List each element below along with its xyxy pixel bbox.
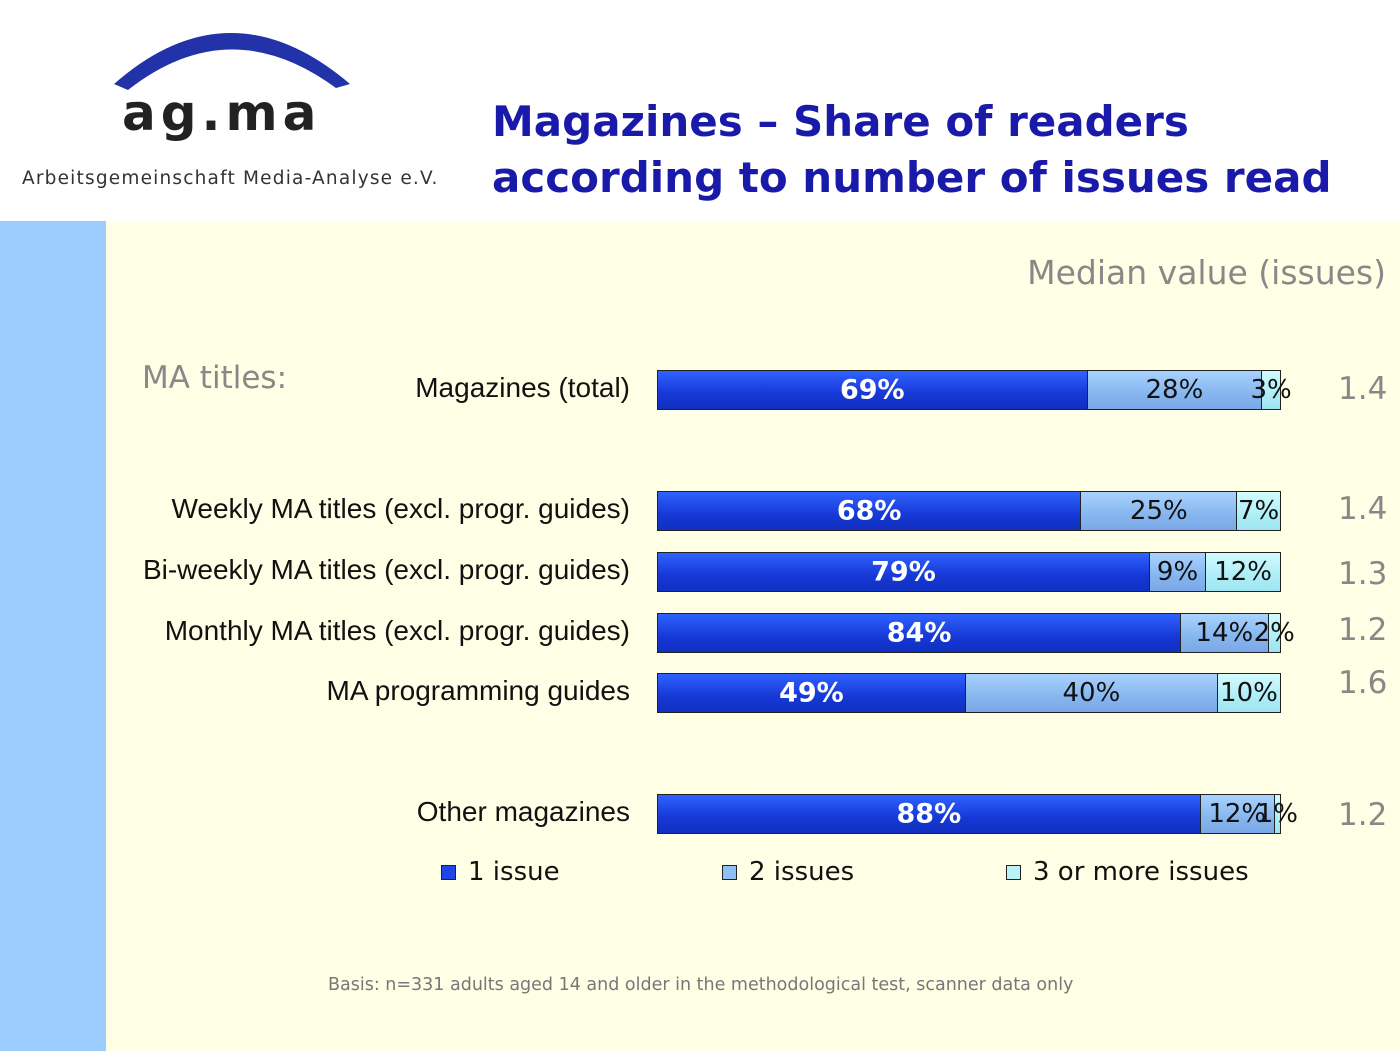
median-value: 1.6 <box>1338 665 1388 701</box>
data-label: 14% <box>1195 618 1254 648</box>
data-label: 7% <box>1238 496 1280 526</box>
legend-label: 2 issues <box>749 857 855 887</box>
bar-segment-1-issue <box>657 794 1201 834</box>
category-label: Bi-weekly MA titles (excl. progr. guides) <box>142 554 630 585</box>
bar-row <box>657 673 1281 713</box>
bar-segment-1-issue <box>657 491 1081 531</box>
data-label: 1% <box>1256 799 1298 829</box>
header <box>0 0 1400 221</box>
bar-segment-3-or-more <box>1256 794 1298 834</box>
category-label: MA programming guides <box>326 675 630 706</box>
group-label: MA titles: <box>142 360 288 396</box>
category-label: Magazines (total) <box>415 372 630 403</box>
median-value: 1.3 <box>1338 556 1388 592</box>
median-value: 1.2 <box>1338 797 1388 833</box>
bar-segment-1-issue <box>657 370 1088 410</box>
legend-item-2-issues <box>722 857 854 887</box>
data-label: 28% <box>1145 375 1204 405</box>
data-label: 88% <box>896 798 962 830</box>
median-value: 1.4 <box>1338 371 1388 407</box>
bar-segment-3-or-more <box>1237 491 1281 531</box>
page-title: Magazines – Share of readers according to number of issues read <box>492 97 1332 202</box>
bar-segment-2-issues <box>1088 370 1263 410</box>
median-column-title: Median value (issues) <box>1027 253 1386 292</box>
bar-row <box>657 794 1298 834</box>
data-label: 40% <box>1062 678 1121 708</box>
data-label: 3% <box>1250 375 1292 405</box>
legend-item-3-or-more <box>1006 857 1249 887</box>
bar-segment-3-or-more <box>1218 673 1281 713</box>
bar-row <box>657 613 1295 653</box>
data-label: 2% <box>1253 618 1295 648</box>
sidebar-band <box>0 221 106 1051</box>
logo-arc-icon <box>100 10 360 90</box>
category-label: Other magazines <box>416 796 630 827</box>
bar-row <box>657 552 1281 592</box>
data-label: 10% <box>1220 678 1278 708</box>
category-label: Weekly MA titles (excl. progr. guides) <box>171 493 630 524</box>
data-label: 84% <box>886 617 952 649</box>
bar-segment-1-issue <box>657 613 1181 653</box>
bar-segment-3-or-more <box>1250 370 1292 410</box>
data-label: 68% <box>836 495 902 527</box>
bar-segment-1-issue <box>657 673 966 713</box>
data-label: 25% <box>1129 496 1188 526</box>
median-value: 1.2 <box>1338 612 1388 648</box>
legend-swatch-2-issues <box>722 865 737 880</box>
legend-label: 1 issue <box>468 857 560 887</box>
category-label: Monthly MA titles (excl. progr. guides) <box>164 615 630 646</box>
data-label: 12% <box>1214 557 1272 587</box>
data-label: 49% <box>779 677 844 709</box>
bar-segment-2-issues <box>966 673 1218 713</box>
bar-row <box>657 491 1281 531</box>
bar-segment-3-or-more <box>1206 552 1281 592</box>
data-label: 12% <box>1208 799 1267 829</box>
bar-segment-2-issues <box>1150 552 1206 592</box>
bar-segment-2-issues <box>1081 491 1237 531</box>
bar-segment-3-or-more <box>1253 613 1295 653</box>
logo-subtitle: Arbeitsgemeinschaft Media-Analyse e.V. <box>22 168 439 189</box>
data-label: 69% <box>839 374 905 406</box>
median-value: 1.4 <box>1338 491 1388 527</box>
bar-segment-1-issue <box>657 552 1150 592</box>
logo-text: ag.ma <box>122 84 322 142</box>
bar-row <box>657 370 1292 410</box>
data-label: 79% <box>871 556 936 588</box>
legend-item-1-issue <box>441 857 560 887</box>
basis-note: Basis: n=331 adults aged 14 and older in the methodological test, scanner data only <box>328 975 1074 995</box>
legend-swatch-1-issue <box>441 865 456 880</box>
legend-label: 3 or more issues <box>1033 857 1249 887</box>
legend-swatch-3-or-more <box>1006 865 1021 880</box>
data-label: 9% <box>1156 557 1199 587</box>
